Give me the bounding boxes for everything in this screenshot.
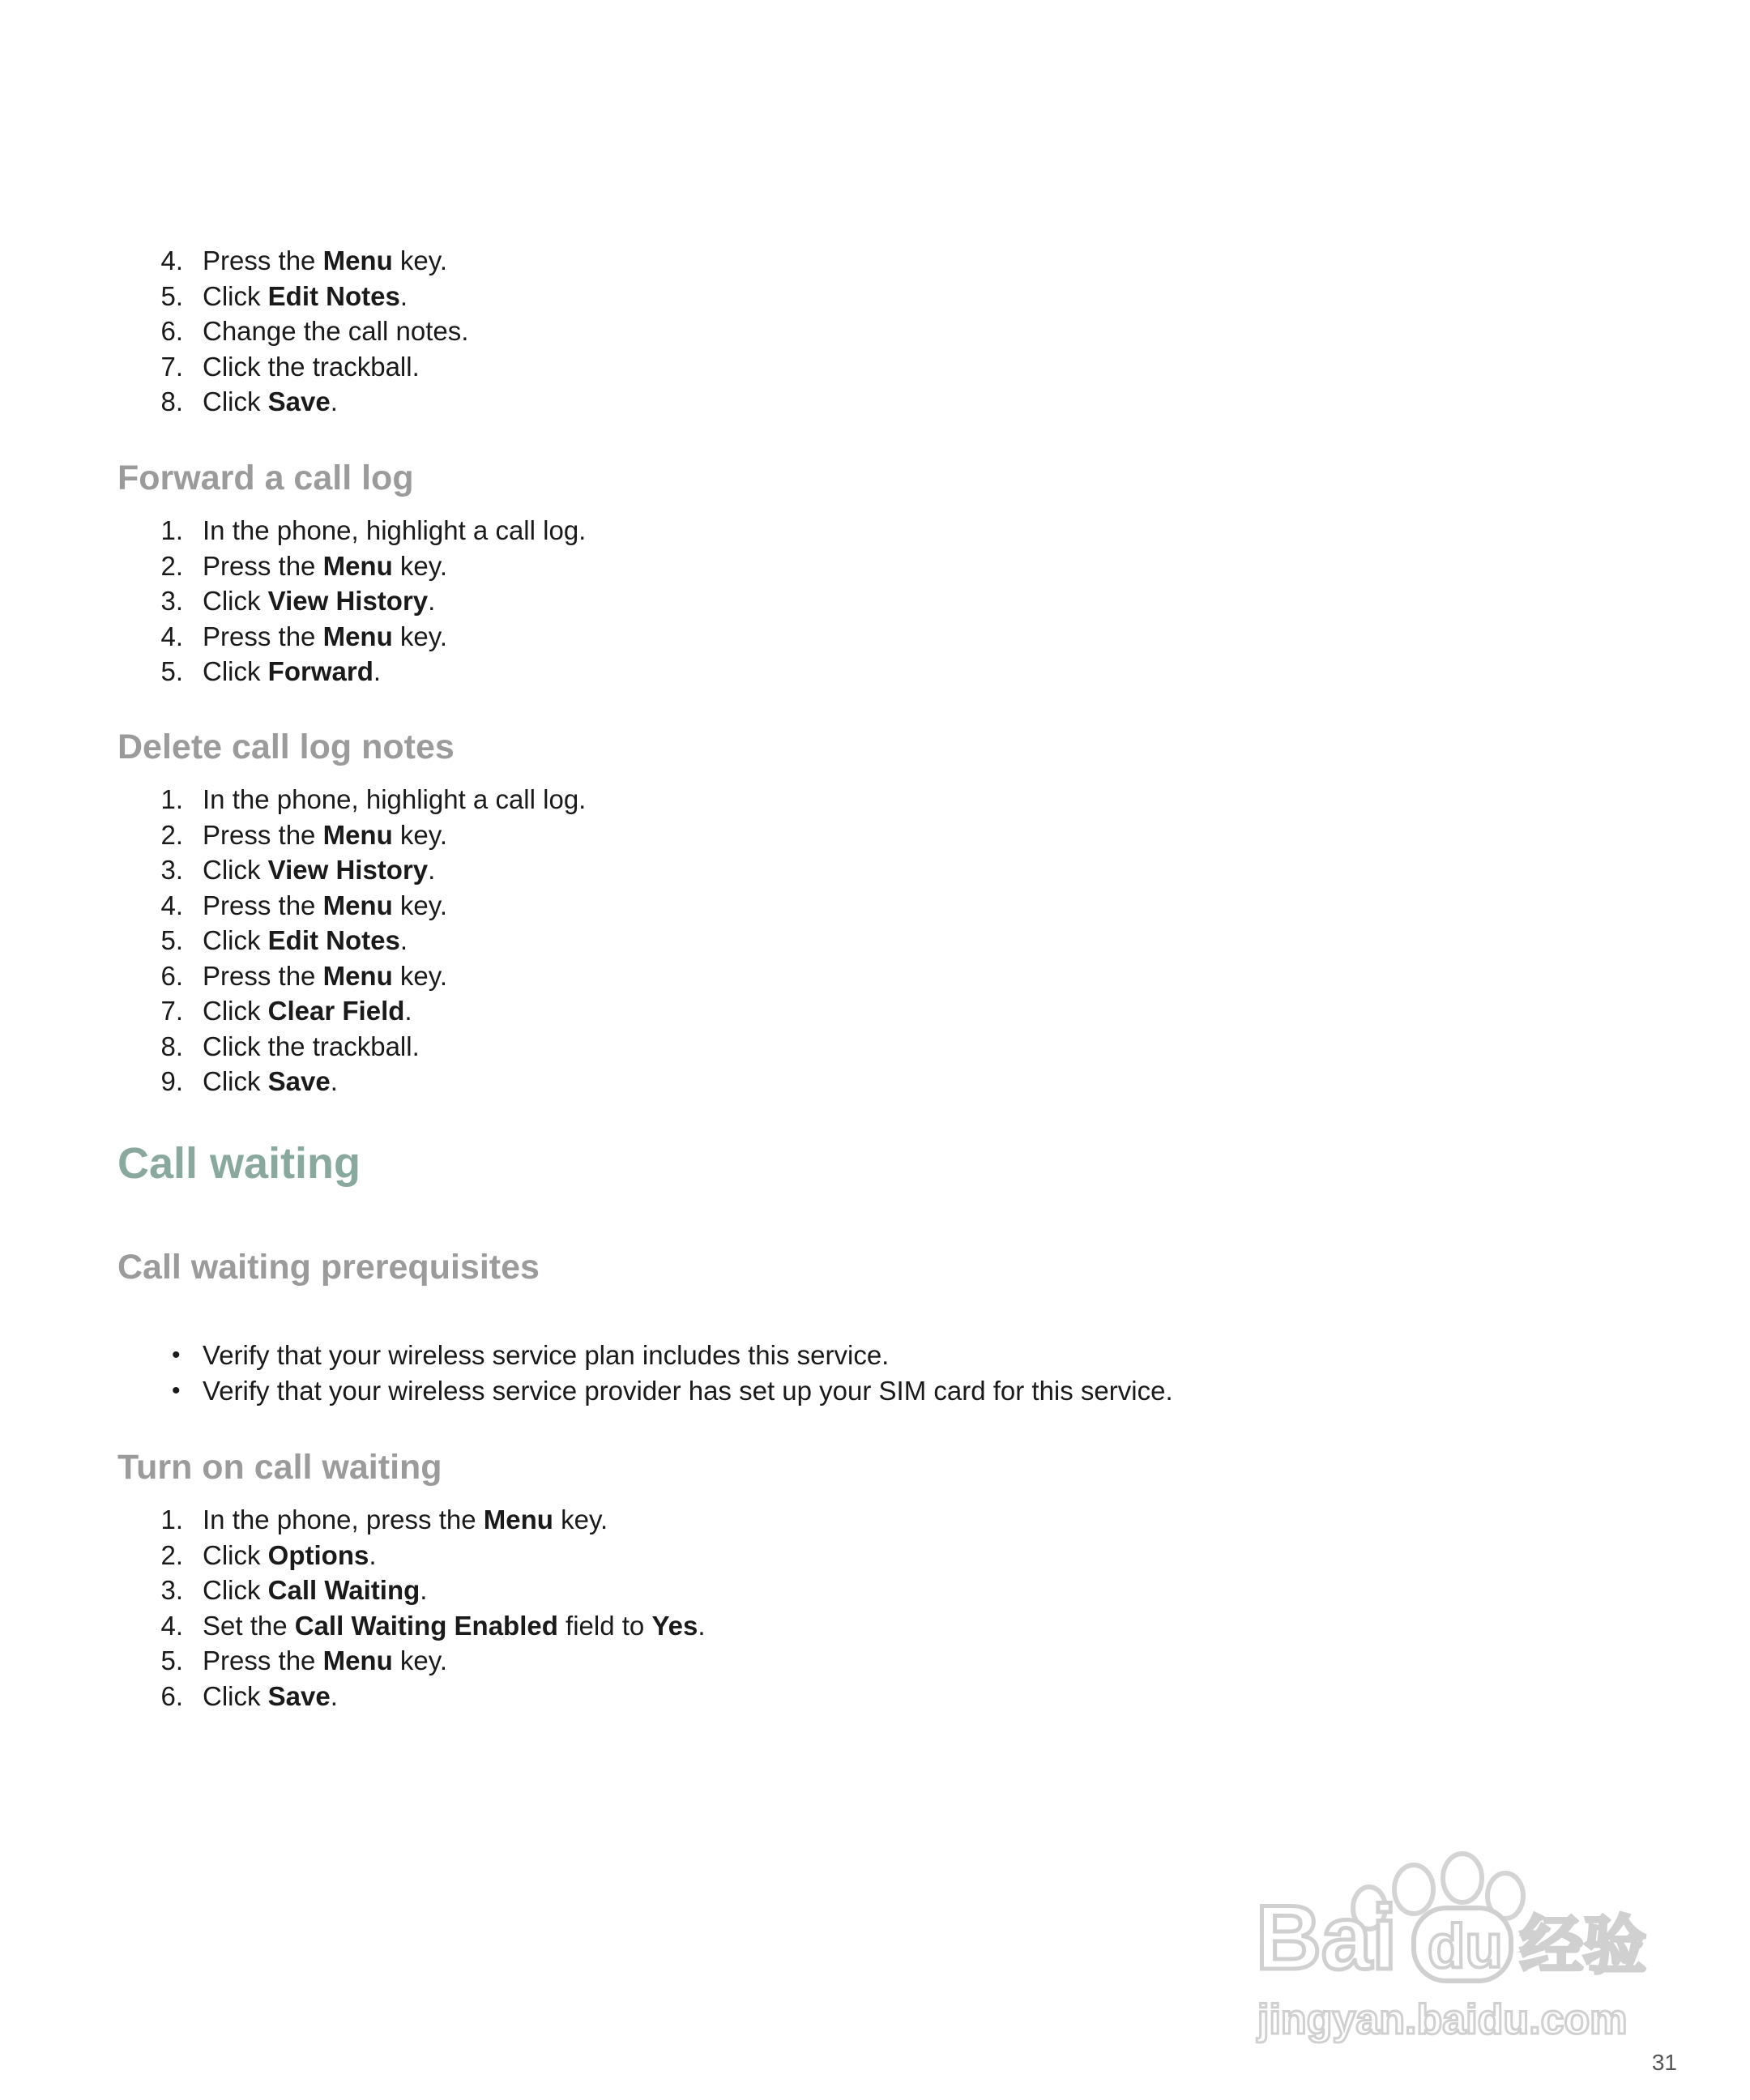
watermark-url: jingyan.baidu.com bbox=[1257, 1996, 1628, 2043]
step-number: 2 . bbox=[154, 817, 183, 853]
step-keyword: Menu bbox=[483, 1505, 553, 1534]
step-number: 6 . bbox=[154, 1679, 183, 1714]
step-text-end: field to bbox=[557, 1610, 652, 1641]
step-text: In the phone, highlight a call log. bbox=[203, 784, 587, 814]
step-text: Click the trackball. bbox=[203, 351, 420, 382]
step-item bbox=[154, 993, 586, 1029]
step-number: 1 . bbox=[154, 1502, 183, 1538]
step-number: 4 . bbox=[154, 888, 183, 924]
step-number: 4 . bbox=[154, 619, 183, 655]
step-item bbox=[154, 1643, 706, 1679]
step-number: 5 . bbox=[154, 923, 183, 958]
step-keyword: Menu bbox=[322, 890, 393, 920]
bullet-glyph: • bbox=[172, 1377, 181, 1404]
step-keyword: Edit Notes bbox=[267, 280, 400, 311]
delete-call-log-notes-heading: Delete call log notes bbox=[117, 728, 455, 766]
step-item bbox=[154, 243, 468, 279]
step-text-end: . bbox=[373, 656, 382, 686]
step-keyword: Menu bbox=[322, 621, 393, 651]
step-text: Click bbox=[203, 586, 268, 616]
step-text-end: . bbox=[428, 855, 436, 885]
step-text-end: key. bbox=[392, 245, 447, 275]
step-keyword: Save bbox=[267, 1066, 331, 1096]
step-text: Press the bbox=[203, 621, 323, 651]
page-number: 31 bbox=[1651, 2050, 1677, 2075]
step-item bbox=[154, 513, 586, 548]
step-text-end: . bbox=[399, 925, 408, 955]
bullet-item bbox=[154, 1338, 1173, 1373]
step-item bbox=[154, 314, 468, 349]
step-text: Click bbox=[203, 280, 268, 311]
forward-call-log-heading: Forward a call log bbox=[117, 459, 414, 497]
step-text: Click bbox=[203, 656, 268, 686]
step-text: Click bbox=[203, 1539, 268, 1570]
step-item bbox=[154, 384, 468, 420]
watermark-du: du bbox=[1428, 1912, 1503, 1981]
step-item bbox=[154, 349, 468, 385]
turn-on-call-waiting-heading: Turn on call waiting bbox=[117, 1448, 442, 1487]
step-item bbox=[154, 1538, 706, 1573]
bullet-text: Verify that your wireless service plan includes this service. bbox=[203, 1340, 890, 1370]
prerequisites-list bbox=[154, 1338, 1173, 1408]
step-number: 8 . bbox=[154, 384, 183, 420]
step-text-end: . bbox=[330, 386, 338, 416]
step-number: 2 . bbox=[154, 1538, 183, 1573]
step-text: Click bbox=[203, 855, 268, 885]
step-number: 2 . bbox=[154, 548, 183, 584]
step-text: Click bbox=[203, 996, 268, 1026]
step-number: 4 . bbox=[154, 1608, 183, 1644]
step-item bbox=[154, 583, 586, 619]
step-item bbox=[154, 1029, 586, 1065]
forward-call-log-steps bbox=[154, 513, 586, 689]
step-keyword: Call Waiting Enabled bbox=[294, 1610, 558, 1641]
step-text-end-2: . bbox=[698, 1610, 706, 1641]
step-keyword: View History bbox=[267, 586, 429, 616]
step-number: 5 . bbox=[154, 279, 183, 314]
step-text: Click bbox=[203, 1680, 268, 1711]
bullet-glyph: • bbox=[172, 1342, 181, 1368]
step-keyword: Menu bbox=[322, 960, 393, 991]
step-item bbox=[154, 654, 586, 689]
step-text: Change the call notes. bbox=[203, 316, 469, 346]
step-number: 7 . bbox=[154, 993, 183, 1029]
step-keyword: Save bbox=[267, 386, 331, 416]
step-item bbox=[154, 852, 586, 888]
step-text: Press the bbox=[203, 960, 323, 991]
step-number: 6 . bbox=[154, 314, 183, 349]
step-item bbox=[154, 1679, 706, 1714]
step-text: Click bbox=[203, 1066, 268, 1096]
step-text: Press the bbox=[203, 819, 323, 850]
step-number: 4 . bbox=[154, 243, 183, 279]
step-text: Click bbox=[203, 925, 268, 955]
step-keyword: Clear Field bbox=[267, 996, 405, 1026]
step-text-end: . bbox=[399, 280, 408, 311]
step-keyword: View History bbox=[267, 855, 429, 885]
step-item bbox=[154, 548, 586, 584]
baidu-jingyan-watermark bbox=[1248, 1839, 1669, 2050]
step-item bbox=[154, 888, 586, 924]
step-text-end: key. bbox=[553, 1505, 608, 1534]
step-text-end: . bbox=[369, 1539, 377, 1570]
step-text: In the phone, press the bbox=[203, 1505, 484, 1534]
step-number: 9 . bbox=[154, 1064, 183, 1099]
step-item bbox=[154, 1064, 586, 1099]
step-text: Press the bbox=[203, 1645, 323, 1675]
step-keyword: Menu bbox=[322, 550, 393, 581]
edit-notes-steps bbox=[154, 243, 468, 420]
watermark-jingyan: 经验 bbox=[1520, 1910, 1647, 1983]
step-text-end: . bbox=[428, 586, 436, 616]
step-keyword: Menu bbox=[322, 245, 393, 275]
step-keyword-2: Yes bbox=[651, 1610, 698, 1641]
step-text: In the phone, highlight a call log. bbox=[203, 515, 587, 545]
step-text: Set the bbox=[203, 1610, 295, 1641]
step-number: 5 . bbox=[154, 1643, 183, 1679]
step-text-end: . bbox=[404, 996, 412, 1026]
step-text-end: key. bbox=[392, 550, 447, 581]
step-keyword: Call Waiting bbox=[267, 1575, 420, 1605]
call-waiting-heading: Call waiting bbox=[117, 1139, 361, 1188]
step-number: 6 . bbox=[154, 958, 183, 994]
bullet-text: Verify that your wireless service provider has set up your SIM card for this service. bbox=[203, 1375, 1173, 1406]
step-number: 3 . bbox=[154, 583, 183, 619]
step-item bbox=[154, 279, 468, 314]
step-text-end: . bbox=[420, 1575, 428, 1605]
step-text-end: key. bbox=[392, 621, 447, 651]
step-text-end: key. bbox=[392, 1645, 447, 1675]
step-number: 3 . bbox=[154, 852, 183, 888]
step-keyword: Forward bbox=[267, 656, 373, 686]
turn-on-call-waiting-steps bbox=[154, 1502, 706, 1714]
step-keyword: Menu bbox=[322, 1645, 393, 1675]
step-keyword: Save bbox=[267, 1680, 331, 1711]
step-number: 1 . bbox=[154, 782, 183, 817]
step-text-end: key. bbox=[392, 960, 447, 991]
step-keyword: Options bbox=[267, 1539, 369, 1570]
step-text: Press the bbox=[203, 890, 323, 920]
step-text: Click bbox=[203, 1575, 268, 1605]
step-item bbox=[154, 782, 586, 817]
step-number: 1 . bbox=[154, 513, 183, 548]
step-item bbox=[154, 817, 586, 853]
step-text-end: key. bbox=[392, 890, 447, 920]
call-waiting-prerequisites-heading: Call waiting prerequisites bbox=[117, 1248, 540, 1287]
delete-call-log-notes-steps bbox=[154, 782, 586, 1099]
step-item bbox=[154, 1502, 706, 1538]
step-text: Click bbox=[203, 386, 268, 416]
step-text: Press the bbox=[203, 550, 323, 581]
step-keyword: Edit Notes bbox=[267, 925, 400, 955]
step-text: Click the trackball. bbox=[203, 1031, 420, 1061]
step-text-end: key. bbox=[392, 819, 447, 850]
step-text-end: . bbox=[330, 1680, 338, 1711]
step-text-end: . bbox=[330, 1066, 338, 1096]
step-text: Press the bbox=[203, 245, 323, 275]
watermark-brand: Bai bbox=[1256, 1887, 1398, 1988]
step-item bbox=[154, 1608, 706, 1644]
step-number: 5 . bbox=[154, 654, 183, 689]
step-keyword: Menu bbox=[322, 819, 393, 850]
step-number: 7 . bbox=[154, 349, 183, 385]
bullet-item bbox=[154, 1373, 1173, 1409]
step-item bbox=[154, 1573, 706, 1608]
step-number: 8 . bbox=[154, 1029, 183, 1065]
step-item bbox=[154, 619, 586, 655]
step-number: 3 . bbox=[154, 1573, 183, 1608]
step-item bbox=[154, 958, 586, 994]
step-item bbox=[154, 923, 586, 958]
